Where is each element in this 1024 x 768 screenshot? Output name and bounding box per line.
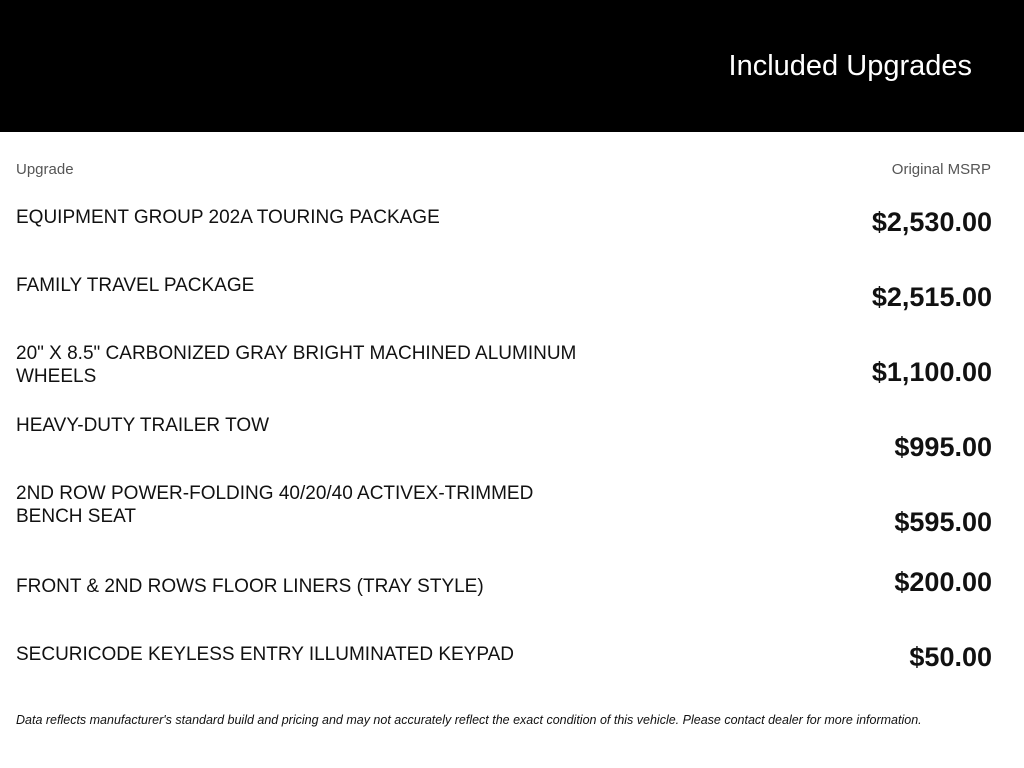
- list-item: [16, 483, 992, 581]
- upgrades-list: [16, 206, 992, 731]
- upgrade-price: $2,530.00: [871, 207, 992, 237]
- column-header-msrp: Original MSRP: [891, 161, 991, 178]
- disclaimer-text: Data reflects manufacturer's standard build and pricing and may not accurately reflect the exact condition of this vehicle. Please contact dealer for more information.: [16, 713, 922, 727]
- upgrade-name: 2ND ROW POWER-FOLDING 40/20/40 ACTIVEX-TRIMMED BENCH SEAT: [16, 483, 534, 527]
- upgrade-price: $2,515.00: [871, 282, 992, 312]
- header-banner: [0, 0, 1024, 132]
- upgrade-name: EQUIPMENT GROUP 202A TOURING PACKAGE: [16, 207, 440, 228]
- page-title: Included Upgrades: [728, 50, 972, 82]
- list-item: [16, 206, 992, 281]
- upgrade-price: $1,100.00: [871, 357, 992, 387]
- upgrade-price: $200.00: [894, 567, 992, 597]
- upgrade-price: $995.00: [894, 432, 992, 462]
- upgrade-price: $50.00: [909, 642, 992, 672]
- upgrade-name: FRONT & 2ND ROWS FLOOR LINERS (TRAY STYLE): [16, 576, 484, 597]
- upgrade-price: $595.00: [894, 507, 992, 537]
- column-header-upgrade: Upgrade: [16, 161, 74, 178]
- upgrade-name: FAMILY TRAVEL PACKAGE: [16, 275, 255, 296]
- upgrade-name: SECURICODE KEYLESS ENTRY ILLUMINATED KEYPAD: [16, 644, 515, 665]
- upgrade-name: HEAVY-DUTY TRAILER TOW: [16, 415, 270, 436]
- upgrade-name: 20" X 8.5" CARBONIZED GRAY BRIGHT MACHINED ALUMINUM WHEELS: [16, 343, 577, 387]
